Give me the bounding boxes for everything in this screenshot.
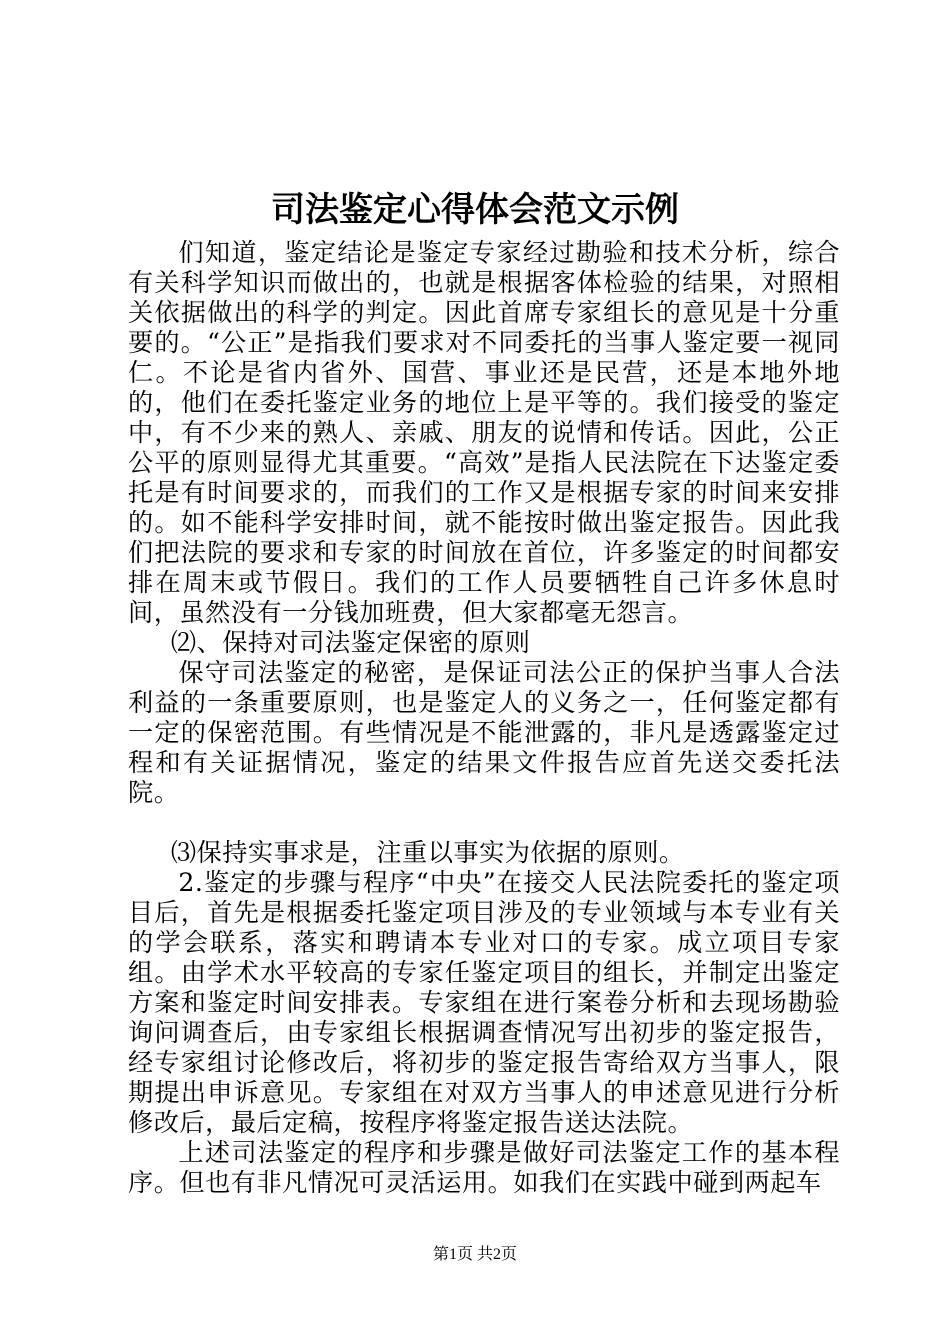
- paragraph: 上述司法鉴定的程序和步骤是做好司法鉴定工作的基本程序。但也有非凡情况可灵活运用。如我们在实践中碰到两起车: [128, 1138, 840, 1197]
- page-number: 第1页 共2页: [432, 1246, 517, 1263]
- section-heading: ⑵、保持对司法鉴定保密的原则: [170, 628, 531, 657]
- section-heading: ⑶保持实事求是，注重以事实为依据的原则。: [170, 838, 685, 867]
- paragraph: 保守司法鉴定的秘密，是保证司法公正的保护当事人合法利益的一条重要原则，也是鉴定人的义务之一，任何鉴定都有一定的保密范围。有些情况是不能泄露的，非凡是透露鉴定过程和有关证据情况，鉴定的结果文件报告应首先送交委托法院。: [128, 658, 840, 807]
- paragraph: 们知道，鉴定结论是鉴定专家经过勘验和技术分析，综合有关科学知识而做出的，也就是根据客体检验的结果，对照相关依据做出的科学的判定。因此首席专家组长的意见是十分重要的。“公正”是指我们要求对不同委托的当事人鉴定要一视同仁。不论是省内省外、国营、事业还是民营，还是本地外地的，他们在委托鉴定业务的地位上是平等的。我们接受的鉴定中，有不少来的熟人、亲戚、朋友的说情和传话。因此，公正公平的原则显得尤其重要。“高效”是指人民法院在下达鉴定委托是有时间要求的，而我们的工作又是根据专家的时间来安排的。如不能科学安排时间，就不能按时做出鉴定报告。因此我们把法院的要求和专家的时间放在首位，许多鉴定的时间都安排在周末或节假日。我们的工作人员要牺牲自己许多休息时间，虽然没有一分钱加班费，但大家都毫无怨言。: [128, 238, 840, 627]
- document-title: 司法鉴定心得体会范文示例: [271, 190, 679, 230]
- paragraph: 2.鉴定的步骤与程序“中央”在接交人民法院委托的鉴定项目后，首先是根据委托鉴定项目涉及的专业领域与本专业有关的学会联系，落实和聘请本专业对口的专家。成立项目专家组。由学术水平较高的专家任鉴定项目的组长，并制定出鉴定方案和鉴定时间安排表。专家组在进行案卷分析和去现场勘验询问调查后，由专家组长根据调查情况写出初步的鉴定报告，经专家组讨论修改后，将初步的鉴定报告寄给双方当事人，限期提出申诉意见。专家组在对双方当事人的申述意见进行分析修改后，最后定稿，按程序将鉴定报告送达法院。: [128, 868, 840, 1137]
- document-body: [128, 238, 840, 1198]
